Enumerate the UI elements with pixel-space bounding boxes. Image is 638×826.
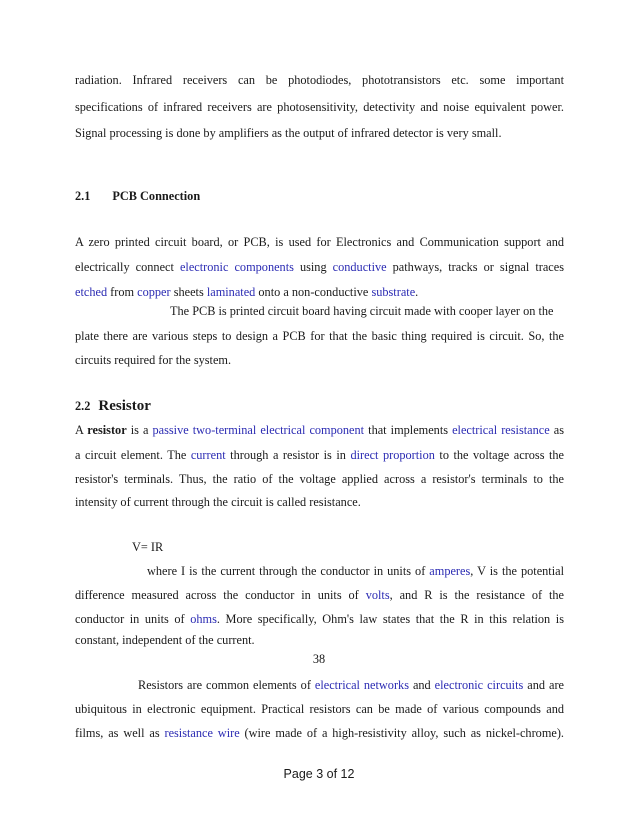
link-conductive[interactable]: conductive <box>332 260 387 274</box>
paragraph-line: A zero printed circuit board, or PCB, is used for Electronics and Communication support and <box>75 235 564 249</box>
paragraph-line: plate there are various steps to design a PCB for that the basic thing required is circuit. So, the <box>75 329 564 343</box>
section-number: 2.1 <box>75 189 91 203</box>
link-amperes[interactable]: amperes <box>429 564 471 578</box>
paragraph-line: ubiquitous in electronic equipment. Practical resistors can be made of various compounds and <box>75 702 564 716</box>
section-number: 2.2 <box>75 399 91 413</box>
section-title: Resistor <box>98 398 151 414</box>
paragraph-line: a circuit element. The current through a resistor is in direct proportion to the voltage across the <box>75 448 565 462</box>
page-footer: Page 3 of 12 <box>283 767 355 781</box>
link-electrical-resistance[interactable]: electrical resistance <box>452 423 550 437</box>
link-etched[interactable]: etched <box>75 285 108 299</box>
paragraph-line: intensity of current through the circuit is called resistance. <box>75 495 361 509</box>
paragraph-line: electrically connect electronic components using conductive pathways, tracks or signal traces <box>75 260 565 274</box>
paragraph-line: circuits required for the system. <box>75 353 232 367</box>
section-title: PCB Connection <box>112 189 201 203</box>
paragraph-line: constant, independent of the current. <box>75 633 255 647</box>
link-electronic-circuits[interactable]: electronic circuits <box>434 678 524 692</box>
paragraph-line: resistor's terminals. Thus, the ratio of the voltage applied across a resistor's terminals to the <box>75 472 564 486</box>
paragraph-line: specifications of infrared receivers are photosensitivity, detectivity and noise equivalent power. <box>75 100 564 114</box>
paragraph-line: difference measured across the conductor in units of volts, and R is the resistance of the <box>75 588 564 602</box>
link-current[interactable]: current <box>190 448 226 462</box>
link-ohms[interactable]: ohms <box>190 612 217 626</box>
section-heading-2-2 <box>75 398 151 414</box>
paragraph-line: Signal processing is done by amplifiers as the output of infrared detector is very small. <box>75 126 502 140</box>
paragraph-line: films, as well as resistance wire (wire made of a high-resistivity alloy, such as nickel-chrome). <box>75 726 565 740</box>
paragraph-line: etched from copper sheets laminated onto a non-conductive substrate. <box>75 285 419 299</box>
link-copper[interactable]: copper <box>137 285 171 299</box>
paragraph-line: A resistor is a passive two-terminal electrical component that implements electrical resistance as <box>75 423 564 437</box>
page-number: 38 <box>312 652 326 666</box>
link-electrical-networks[interactable]: electrical networks <box>314 678 409 692</box>
paragraph-line: The PCB is printed circuit board having circuit made with cooper layer on the <box>170 304 554 318</box>
term-resistor: resistor <box>87 423 127 437</box>
link-passive-component[interactable]: passive two-terminal electrical component <box>152 423 365 437</box>
paragraph-line: Resistors are common elements of electrical networks and electronic circuits and are <box>138 678 564 692</box>
link-substrate[interactable]: substrate <box>371 285 416 299</box>
paragraph-line: radiation. Infrared receivers can be photodiodes, phototransistors etc. some important <box>75 73 564 87</box>
link-resistance-wire[interactable]: resistance wire <box>164 726 240 740</box>
link-electronic-components[interactable]: electronic components <box>179 260 294 274</box>
section-heading-2-1 <box>75 188 200 204</box>
link-direct-proportion[interactable]: direct proportion <box>350 448 435 462</box>
formula: V= IR <box>132 540 164 554</box>
paragraph-line: where I is the current through the conductor in units of amperes, V is the potential <box>147 564 565 578</box>
link-volts[interactable]: volts <box>365 588 390 602</box>
paragraph-line: conductor in units of ohms. More specifically, Ohm's law states that the R in this relation is <box>75 612 564 626</box>
link-laminated[interactable]: laminated <box>206 285 256 299</box>
